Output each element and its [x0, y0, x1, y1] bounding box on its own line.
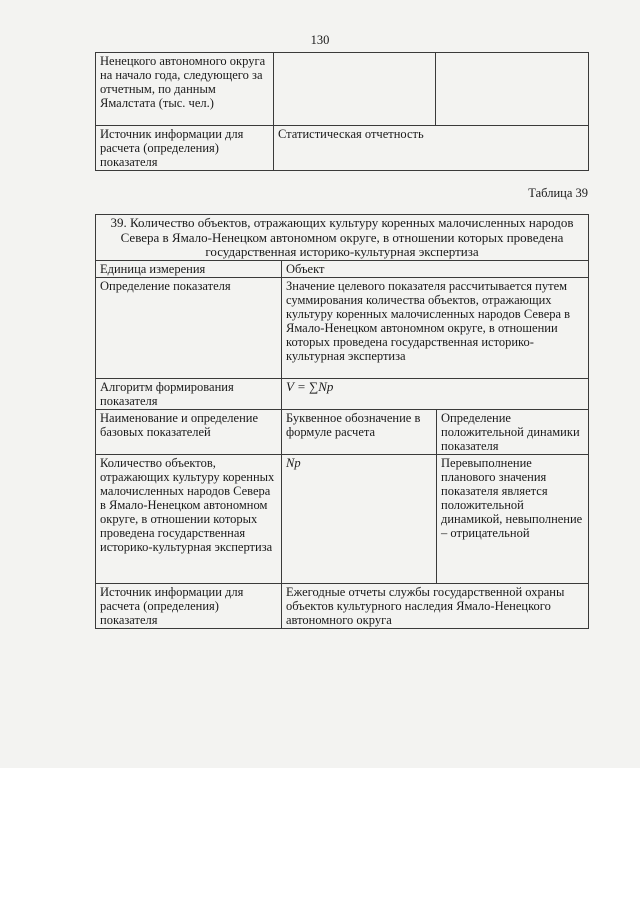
algorithm-label: Алгоритм формирования показателя: [96, 379, 282, 410]
table-row: [96, 126, 589, 171]
table-row: [96, 410, 589, 455]
table-row: [96, 455, 589, 584]
prev-row-label: Ненецкого автономного округа на начало года, следующего за отчетным, по данным Ямалстата (тыс. чел.): [96, 53, 274, 126]
source-label: Источник информации для расчета (определения) показателя: [96, 126, 274, 171]
base-header-dynamics: Определение положительной динамики показателя: [437, 410, 589, 455]
source-label: Источник информации для расчета (определения) показателя: [96, 584, 282, 629]
table-caption: Таблица 39: [528, 186, 588, 200]
base-header-name: Наименование и определение базовых показателей: [96, 410, 282, 455]
prev-row-value: [274, 53, 436, 126]
base-row-name: Количество объектов, отражающих культуру коренных малочисленных народов Севера в Ямало-Ненецком автономном округе, в отношении которых проведена государственная историко-культурная экспертиза: [96, 455, 282, 584]
base-header-symbol: Буквенное обозначение в формуле расчета: [282, 410, 437, 455]
table-row: [96, 53, 589, 126]
unit-value: Объект: [282, 261, 589, 278]
previous-table: [95, 52, 589, 171]
source-value: Статистическая отчетность: [274, 126, 589, 171]
table-row: [96, 278, 589, 379]
base-row-dynamics: Перевыполнение планового значения показателя является положительной динамикой, невыполнение – отрицательной: [437, 455, 589, 584]
prev-row-extra: [436, 53, 589, 126]
definition-value: Значение целевого показателя рассчитывается путем суммирования количества объектов, отражающих культуру коренных малочисленных народов Севера в Ямало-Ненецком автономном округе, в отношении которых проведена государственная историко-культурная экспертиза: [282, 278, 589, 379]
table-title: 39. Количество объектов, отражающих культуру коренных малочисленных народов Севера в Ямало-Ненецком автономном округе, в отношении которых проведена государственная историко-культурная экспертиза: [96, 215, 589, 261]
table-row: [96, 261, 589, 278]
table-row: [96, 379, 589, 410]
indicator-table: [95, 214, 589, 629]
unit-label: Единица измерения: [96, 261, 282, 278]
table-row: [96, 215, 589, 261]
base-row-symbol: Np: [282, 455, 437, 584]
algorithm-formula: V = ∑Np: [282, 379, 589, 410]
definition-label: Определение показателя: [96, 278, 282, 379]
page-number: 130: [310, 33, 330, 47]
table-row: [96, 584, 589, 629]
source-value: Ежегодные отчеты службы государственной охраны объектов культурного наследия Ямало-Ненецкого автономного округа: [282, 584, 589, 629]
